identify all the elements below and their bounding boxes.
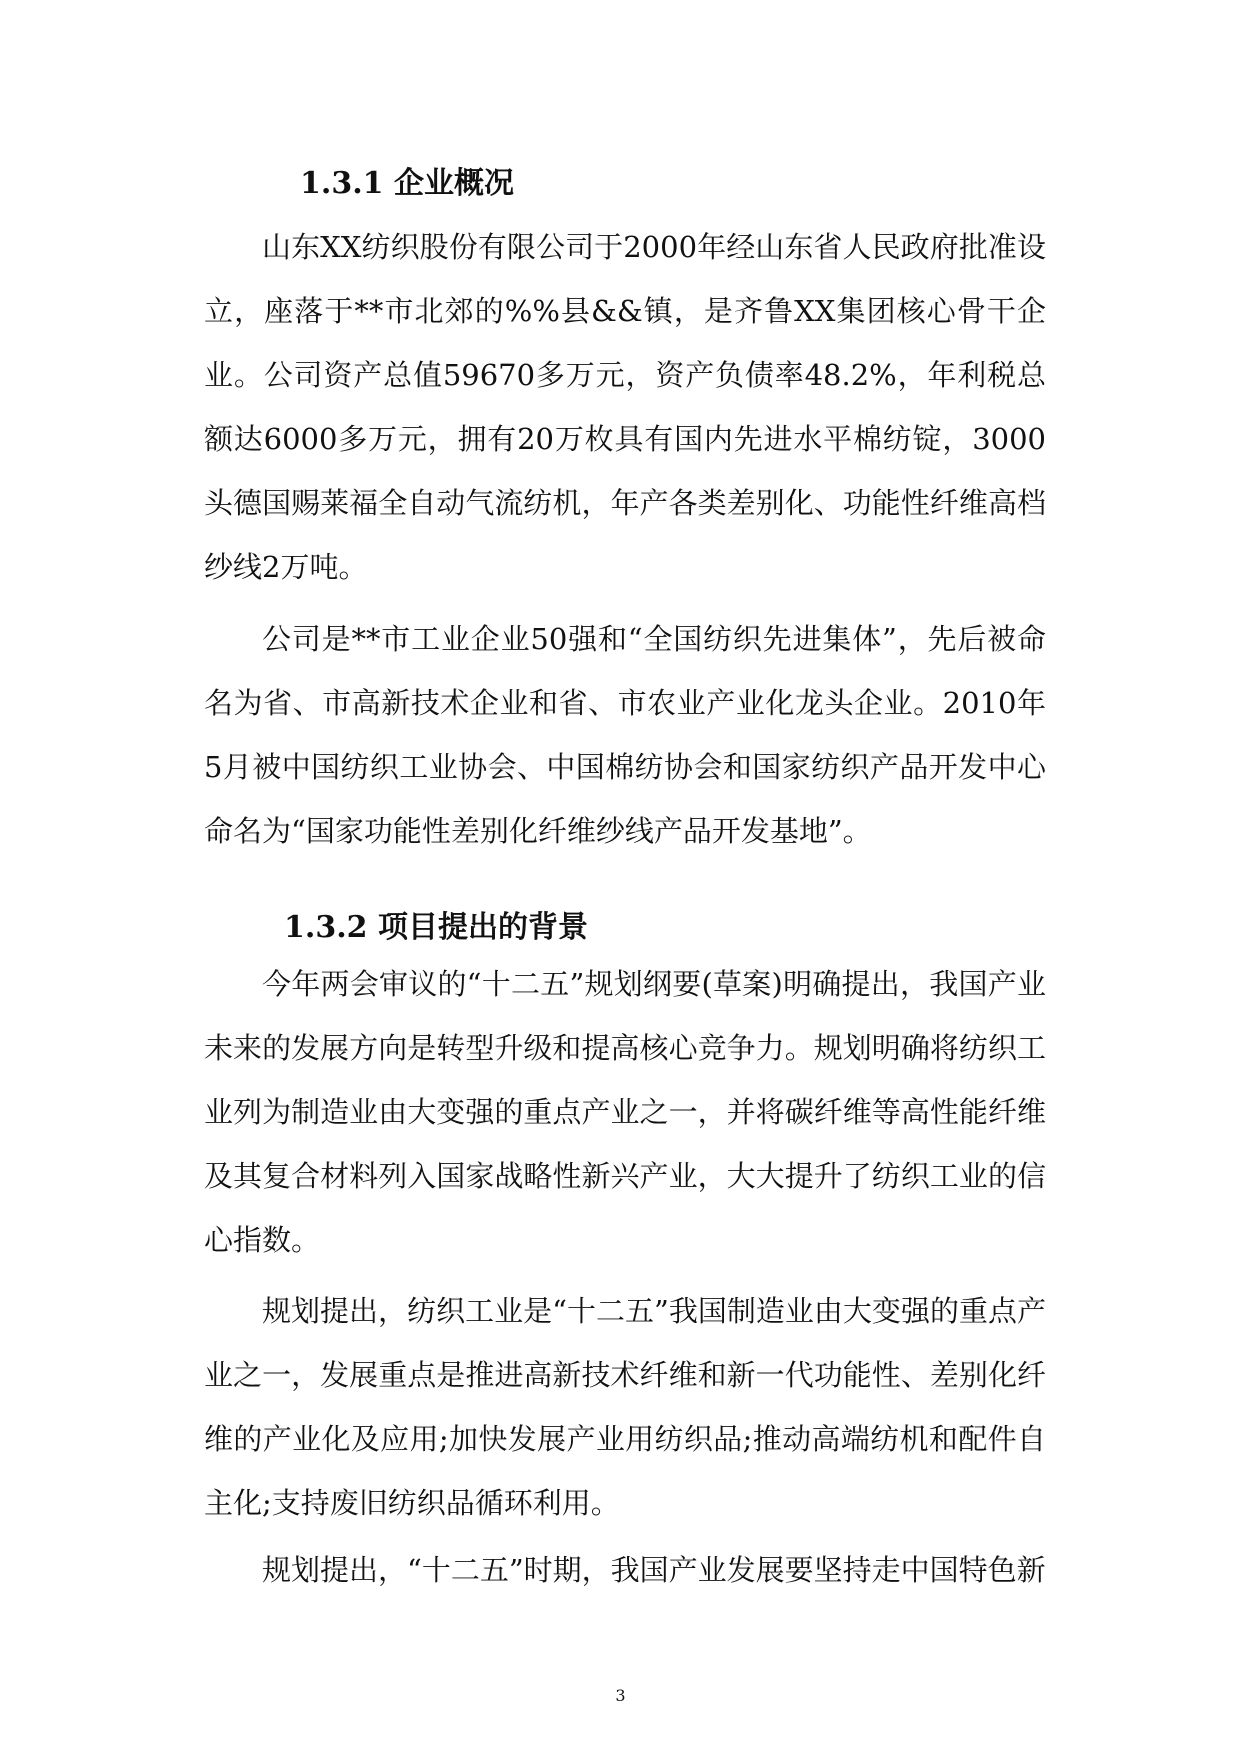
paragraph-company-honors: 公司是**市工业企业50强和“全国纺织先进集体”，先后被命名为省、市高新技术企业和省、市农业产业化龙头企业。2010年5月被中国纺织工业协会、中国棉纺协会和国家纺织产品开发中心命名为“国家功能性差别化纤维纱线产品开发基地”。 — [204, 622, 1046, 848]
page-number: 3 — [615, 1686, 626, 1705]
paragraph-company-overview: 山东XX纺织股份有限公司于2000年经山东省人民政府批准设立，座落于**市北郊的%%县&&镇，是齐鲁XX集团核心骨干企业。公司资产总值59670多万元，资产负债率48.2%，年利税总额达6000多万元，拥有20万枚具有国内先进水平棉纺锭，3000头德国赐莱福全自动气流纺机，年产各类差别化、功能性纤维高档纱线2万吨。 — [204, 230, 1046, 584]
paragraph-background-plan: 今年两会审议的“十二五”规划纲要(草案)明确提出，我国产业未来的发展方向是转型升级和提高核心竞争力。规划明确将纺织工业列为制造业由大变强的重点产业之一，并将碳纤维等高性能纤维及其复合材料列入国家战略性新兴产业，大大提升了纺织工业的信心指数。 — [204, 967, 1046, 1257]
paragraph-background-textile: 规划提出，纺织工业是“十二五”我国制造业由大变强的重点产业之一，发展重点是推进高新技术纤维和新一代功能性、差别化纤维的产业化及应用;加快发展产业用纺织品;推动高端纺机和配件自主化;支持废旧纺织品循环利用。 — [204, 1294, 1046, 1520]
paragraph-background-development: 规划提出，“十二五”时期，我国产业发展要坚持走中国特色新 — [262, 1553, 1046, 1587]
section-heading-1-3-1: 1.3.1 企业概况 — [300, 166, 514, 201]
section-heading-1-3-2: 1.3.2 项目提出的背景 — [284, 910, 588, 945]
